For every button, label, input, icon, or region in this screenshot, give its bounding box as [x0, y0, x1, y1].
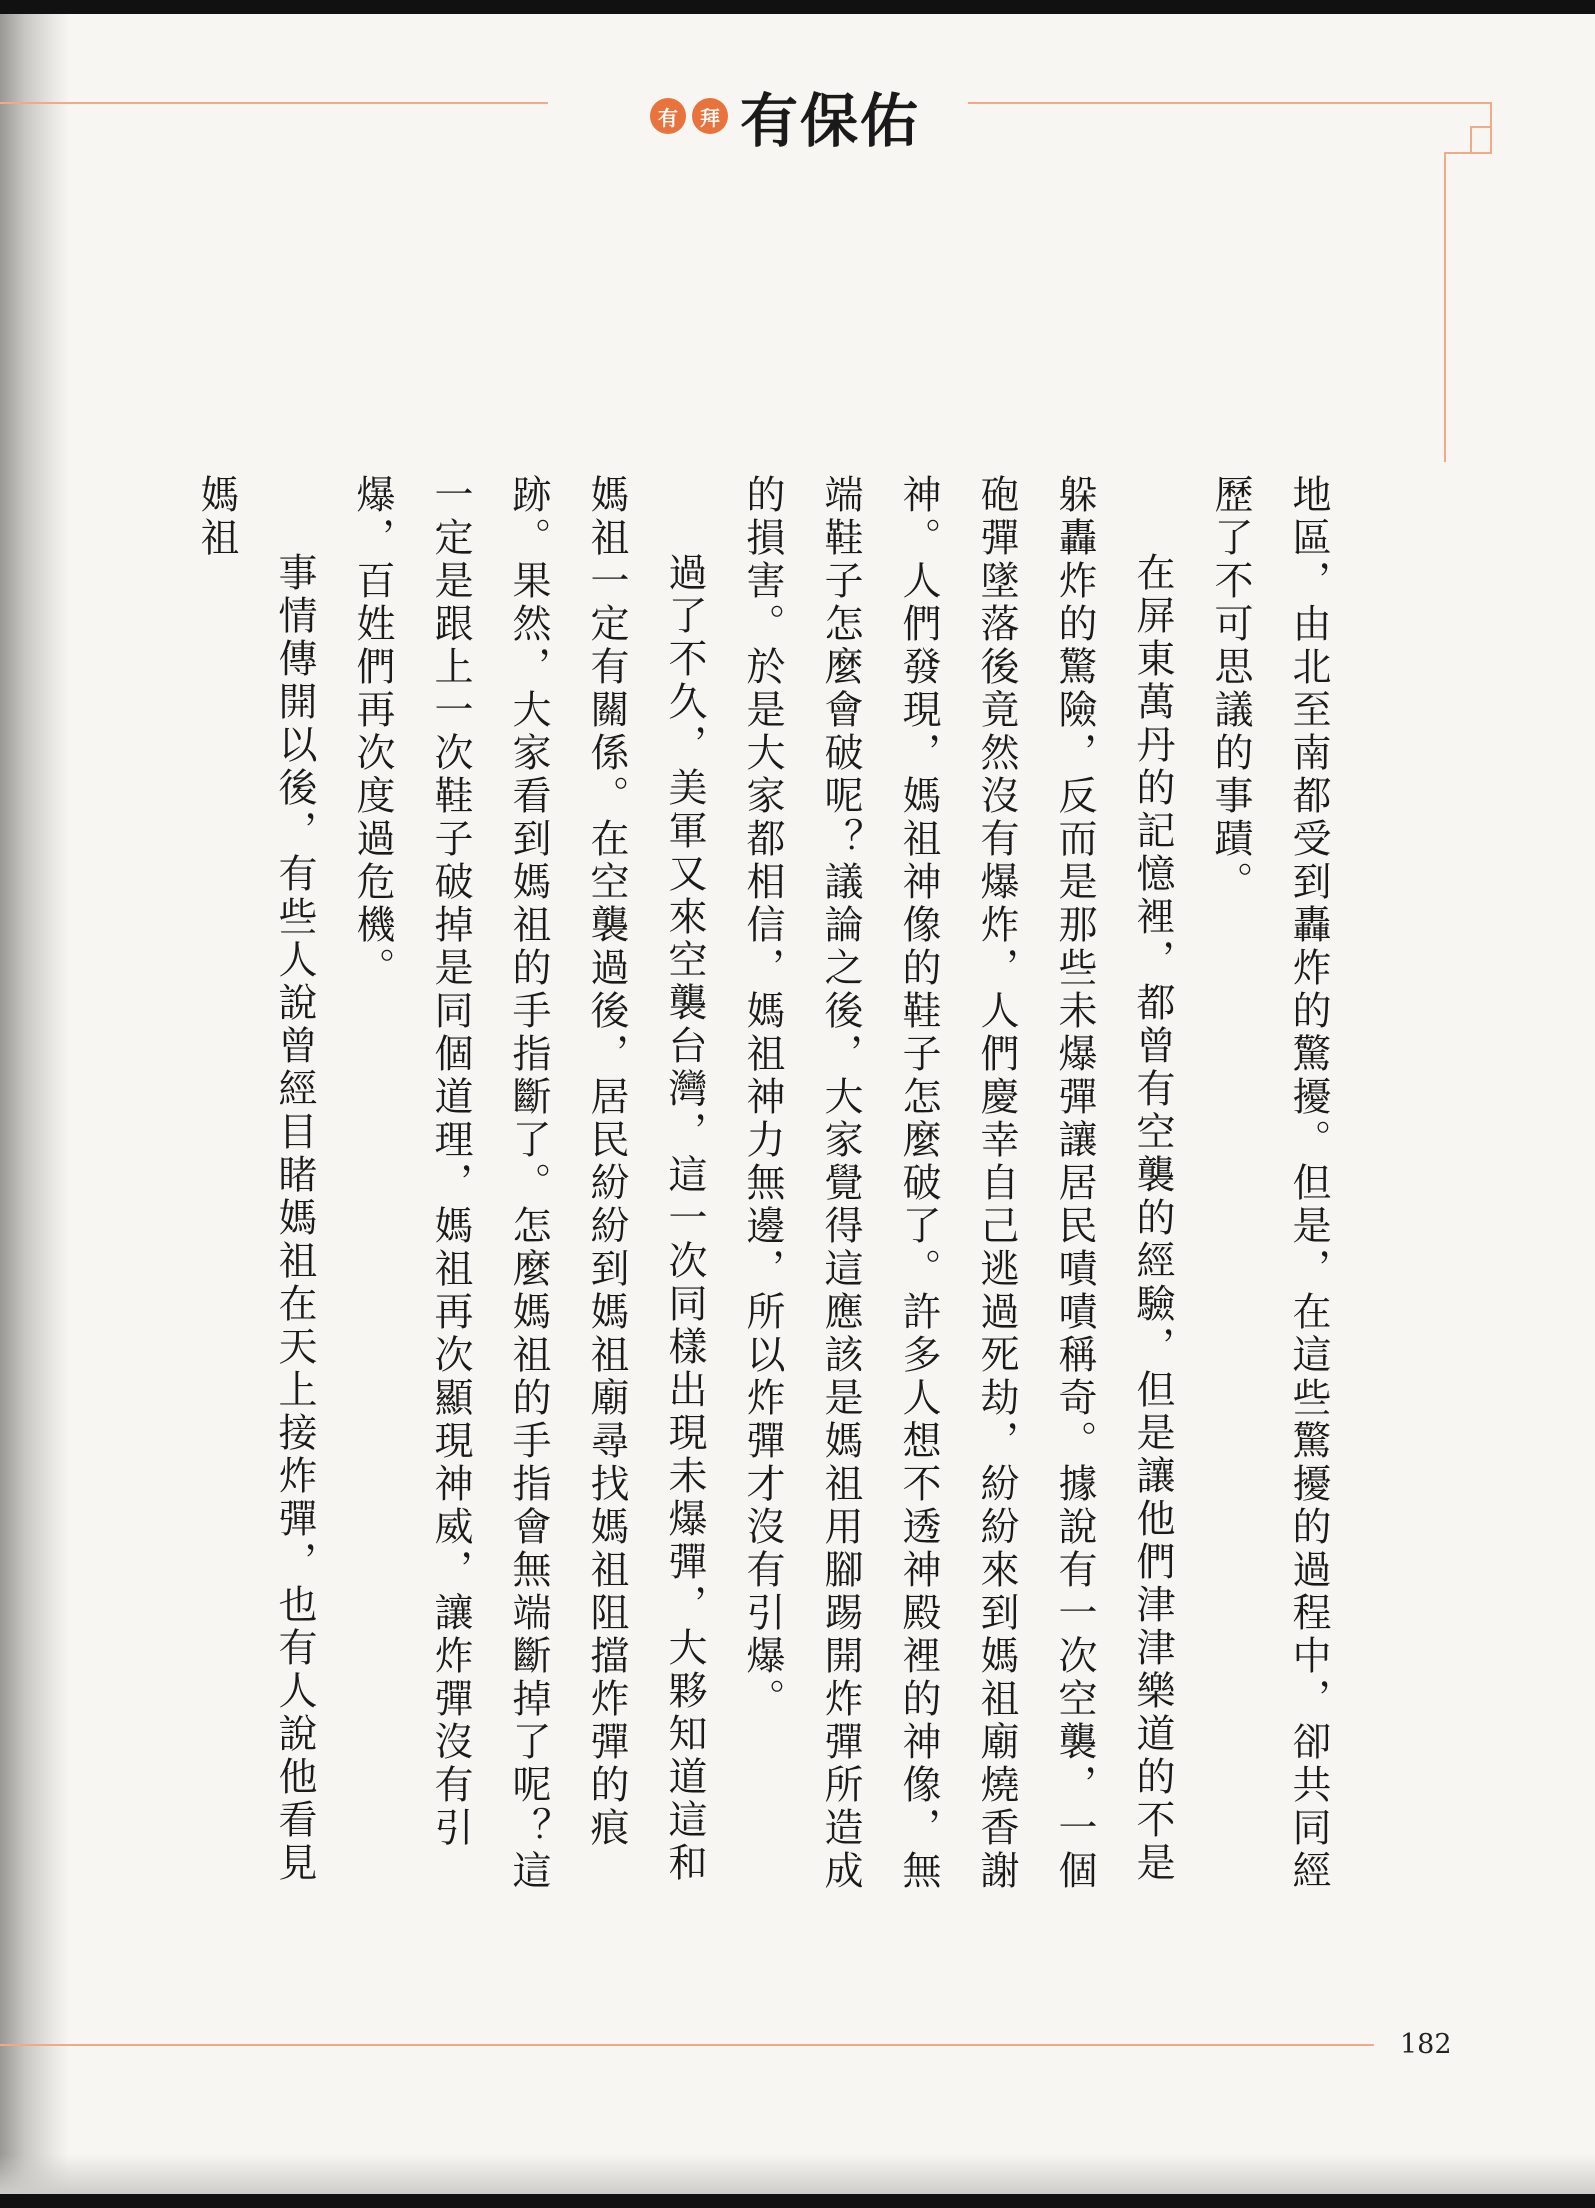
paragraph-4: 事情傳開以後，有些人說曾經目睹媽祖在天上接炸彈，也有人說他看見媽祖: [194, 474, 317, 1885]
badge-you: 有: [650, 98, 686, 134]
page-number: 182: [1400, 2029, 1452, 2060]
header-rule-right: [968, 102, 1444, 104]
frame-corner-top: [1444, 152, 1492, 154]
chapter-title: 有保佑: [740, 87, 921, 155]
badge-bai: 拜: [692, 98, 728, 134]
frame-corner-outer-horizontal: [1444, 102, 1492, 104]
footer-rule: [0, 2044, 1374, 2046]
chapter-header: [650, 74, 920, 158]
paragraph-1: 地區，由北至南都受到轟炸的驚擾。但是，在這些驚擾的過程中，卻共同經歷了不可思議的事蹟。: [1208, 474, 1331, 1893]
paragraph-3: 過了不久，美軍又來空襲台灣，這一次同樣出現未爆彈，大夥知道這和媽祖一定有關係。在空襲過後，居民紛紛到媽祖廟尋找媽祖阻擋炸彈的痕跡。果然，大家看到媽祖的手指斷了。怎麼媽祖的手指會無端斷掉了呢？這一定是跟上一次鞋子破掉是同個道理，媽祖再次顯現神威，讓炸彈沒有引爆，百姓們再次度過危機。: [350, 474, 707, 1893]
header-rule-left: [0, 102, 548, 104]
frame-corner-inner-horizontal: [1470, 126, 1492, 128]
book-page: [0, 14, 1595, 2194]
body-text: [177, 474, 1347, 1904]
frame-corner-inner-vertical: [1470, 126, 1472, 152]
spine-shadow: [0, 14, 70, 2194]
paragraph-2: 在屏東萬丹的記憶裡，都曾有空襲的經驗，但是讓他們津津樂道的不是躲轟炸的驚險，反而是那些未爆彈讓居民嘖嘖稱奇。據說有一次空襲，一個砲彈墜落後竟然沒有爆炸，人們慶幸自己逃過死劫，紛紛來到媽祖廟燒香謝神。人們發現，媽祖神像的鞋子怎麼破了。許多人想不透神殿裡的神像，無端鞋子怎麼會破呢？議論之後，大家覺得這應該是媽祖用腳踢開炸彈所造成的損害。於是大家都相信，媽祖神力無邊，所以炸彈才沒有引爆。: [740, 474, 1175, 1893]
frame-right-vertical: [1444, 152, 1446, 462]
bottom-shadow: [0, 2154, 1595, 2194]
